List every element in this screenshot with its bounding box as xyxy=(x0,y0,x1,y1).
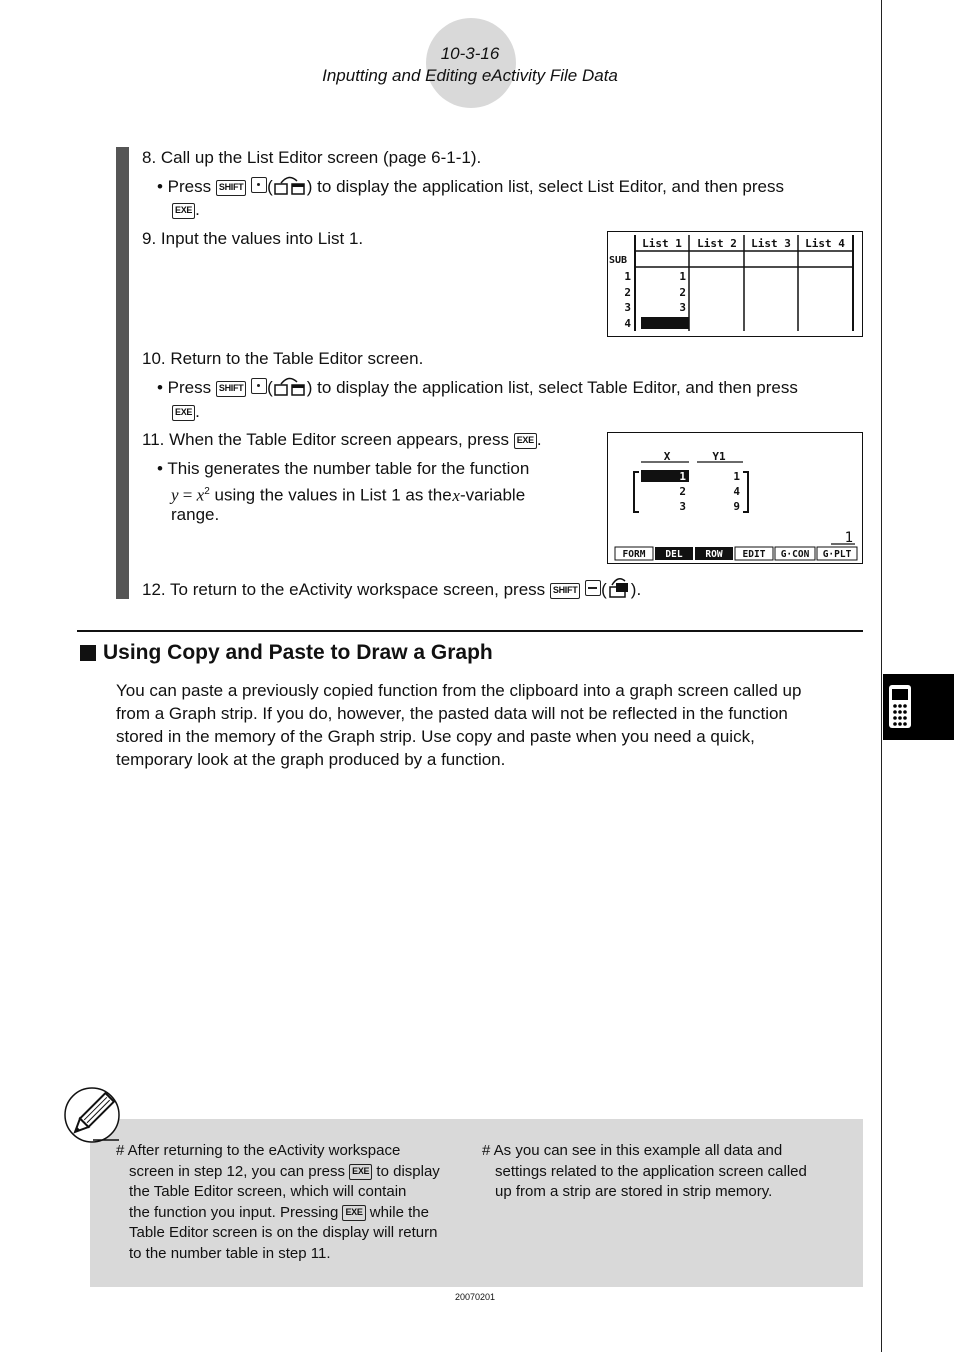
section-marker-icon xyxy=(80,645,96,661)
menu-edit: EDIT xyxy=(742,549,766,560)
list-header: List 4 xyxy=(805,237,845,250)
step-11-bullet-line2: $y = x^2$ using the values in List 1 as the x-variable xyxy=(171,485,526,505)
y-cell: 4 xyxy=(733,485,740,498)
row-index: 3 xyxy=(624,301,631,314)
step-8-exe: EXE . xyxy=(172,198,200,221)
list1-cell: 1 xyxy=(679,270,686,283)
col-x-label: X xyxy=(663,450,671,463)
row-index: 1 xyxy=(624,270,631,283)
step-11-bullet-line1: • This generates the number table for the function xyxy=(157,459,530,478)
col-y1-label: Y1 xyxy=(712,450,726,463)
section-rule xyxy=(77,630,863,632)
exe-key-icon: EXE xyxy=(349,1164,372,1180)
arrow-key-icon xyxy=(585,580,601,596)
row-index: 4 xyxy=(624,317,631,330)
section-title: Using Copy and Paste to Draw a Graph xyxy=(103,641,493,664)
step-8: 8. Call up the List Editor screen (page 6-1-1). xyxy=(142,148,482,167)
shift-key-icon: SHIFT xyxy=(550,583,581,599)
step-10: 10. Return to the Table Editor screen. xyxy=(142,349,424,368)
shift-key-icon: SHIFT xyxy=(216,180,247,196)
section-body: You can paste a previously copied function from the clipboard into a graph screen called up from a Graph strip. If you do, however, the pasted data will not be reflected in the function stored in the memory of the Graph strip. Use copy and paste when you need a quick, temporary look at the graph produced by a function. xyxy=(116,681,802,769)
eactivity-window-icon xyxy=(607,577,631,599)
pencil-note-icon xyxy=(63,1086,123,1146)
margin-rule xyxy=(881,0,882,1352)
list-header: List 3 xyxy=(751,237,791,250)
menu-window-icon xyxy=(273,175,307,195)
row-index: 2 xyxy=(624,286,631,299)
sub-label: SUB xyxy=(609,255,628,266)
shift-key-icon: SHIFT xyxy=(216,381,247,397)
x-cell: 2 xyxy=(679,485,686,498)
step-11: 11. When the Table Editor screen appears, press EXE . xyxy=(142,430,542,449)
exe-key-icon: EXE xyxy=(172,405,195,421)
list-header: List 1 xyxy=(642,237,682,250)
menu-gcon: G·CON xyxy=(780,549,810,560)
list1-cell: 2 xyxy=(679,286,686,299)
page-title: Inputting and Editing eActivity File Data xyxy=(322,66,618,85)
exe-key-icon: EXE xyxy=(172,203,195,219)
exe-key-icon: EXE xyxy=(342,1205,365,1221)
chapter-tab xyxy=(883,674,954,740)
cursor-index: 1 xyxy=(844,530,853,546)
y-cell: 1 xyxy=(733,470,740,483)
menu-window-icon xyxy=(273,376,307,396)
footer-code: 20070201 xyxy=(454,1292,496,1302)
dot-key-icon xyxy=(251,378,267,394)
note-left: # After returning to the eActivity workspace screen in step 12, you can press EXE to display the Table Editor screen, which will contain the function you input. Pressing EXE while the Table Editor screen is on the display will return to the number table in step 11. xyxy=(116,1142,440,1262)
page-number: 10-3-16 xyxy=(440,44,500,63)
list-editor-screen xyxy=(607,231,863,337)
x-cell: 1 xyxy=(679,470,686,483)
x-cell: 3 xyxy=(679,500,686,513)
list1-cell: 3 xyxy=(679,301,686,314)
step-9: 9. Input the values into List 1. xyxy=(142,229,364,248)
step-11-bullet-line3: range. xyxy=(171,505,220,524)
formula: y xyxy=(171,485,179,505)
step-10-exe: EXE . xyxy=(172,400,200,423)
menu-row: ROW xyxy=(705,549,723,560)
menu-form: FORM xyxy=(622,549,646,560)
note-right: # As you can see in this example all data and settings related to the application screen called up from a strip are stored in strip memory. xyxy=(482,1142,807,1201)
calculator-icon xyxy=(883,674,954,740)
dot-key-icon xyxy=(251,177,267,193)
y-cell: 9 xyxy=(733,500,740,513)
table-editor-screen xyxy=(607,432,863,564)
list-header: List 2 xyxy=(697,237,737,250)
menu-gplt: G·PLT xyxy=(822,549,852,560)
step-10-bullet: • Press SHIFT ( ) to display the application list, select Table Editor, and then press xyxy=(157,378,798,397)
step-12: 12. To return to the eActivity workspace screen, press SHIFT ( ). xyxy=(142,577,641,601)
steps-bar xyxy=(116,147,129,599)
exe-key-icon: EXE xyxy=(514,433,537,449)
menu-del: DEL xyxy=(665,549,683,560)
step-8-bullet: • Press SHIFT ( ) to display the application list, select List Editor, and then press xyxy=(157,177,784,196)
